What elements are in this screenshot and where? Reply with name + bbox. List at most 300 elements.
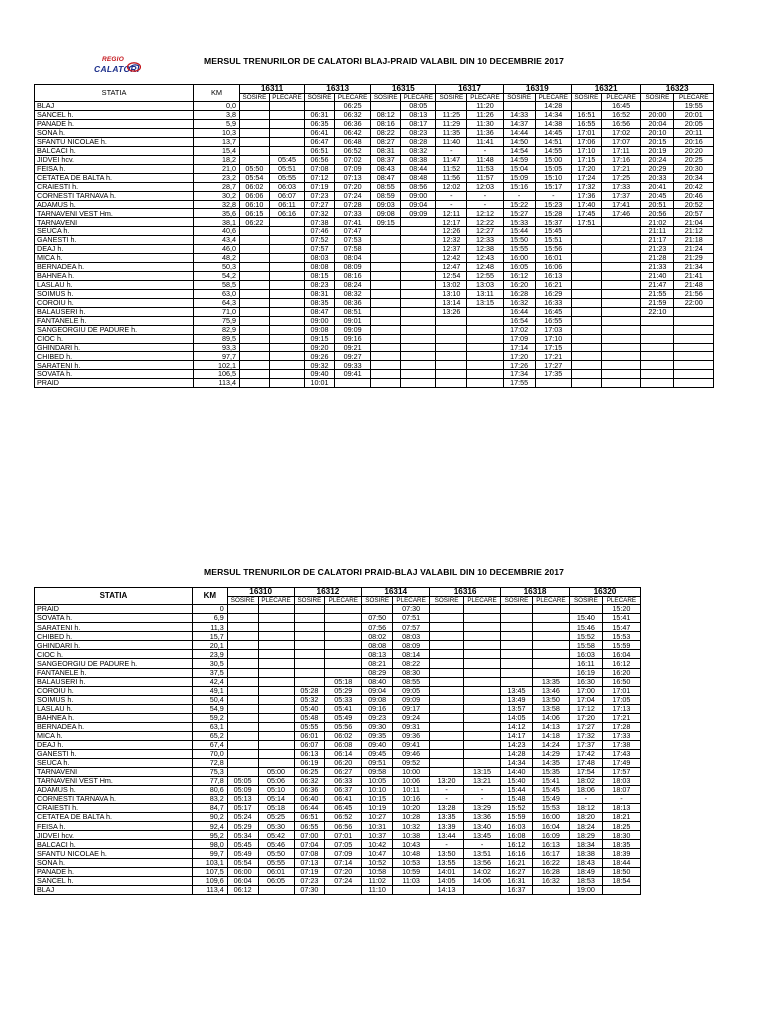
time-cell (601, 272, 641, 281)
time-cell (467, 325, 503, 334)
time-cell: 09:00 (305, 316, 335, 325)
time-cell: 19:00 (569, 885, 602, 894)
time-cell (227, 749, 258, 758)
km-cell: 75,3 (192, 768, 227, 777)
time-cell: 15:37 (535, 218, 571, 227)
km-cell: 97,7 (194, 352, 240, 361)
km-cell: 103,1 (192, 858, 227, 867)
time-cell (227, 632, 258, 641)
time-cell (501, 632, 533, 641)
table-row (35, 831, 641, 840)
time-cell (464, 668, 501, 677)
time-cell: 21:40 (641, 272, 674, 281)
time-cell (269, 236, 304, 245)
time-cell (294, 659, 325, 668)
km-cell: 89,5 (194, 334, 240, 343)
time-cell: 06:48 (334, 137, 370, 146)
time-cell: 07:56 (362, 623, 393, 632)
time-cell: 05:40 (294, 704, 325, 713)
time-cell (325, 614, 362, 623)
train-number-header: 16311 (239, 85, 304, 94)
time-cell: 06:41 (325, 795, 362, 804)
time-cell (258, 695, 294, 704)
time-cell: 16:08 (501, 831, 533, 840)
time-cell (532, 650, 569, 659)
time-cell: 17:02 (601, 129, 641, 138)
time-cell: 06:27 (325, 768, 362, 777)
time-cell: 08:55 (393, 677, 430, 686)
time-cell: 08:09 (393, 641, 430, 650)
time-cell (430, 641, 464, 650)
time-cell: 13:28 (430, 804, 464, 813)
time-cell: 17:04 (569, 695, 602, 704)
time-cell: 14:01 (430, 867, 464, 876)
time-cell (371, 325, 401, 334)
time-cell (371, 289, 401, 298)
time-cell: 07:38 (305, 218, 335, 227)
time-cell: 21:17 (641, 236, 674, 245)
time-cell: 16:37 (501, 885, 533, 894)
time-cell: 07:13 (334, 173, 370, 182)
km-cell: 48,2 (194, 254, 240, 263)
time-cell: 07:04 (294, 840, 325, 849)
time-cell (401, 307, 436, 316)
time-cell (641, 379, 674, 388)
table-row (35, 668, 641, 677)
header-row-trains (35, 85, 714, 94)
time-cell: 13:58 (532, 704, 569, 713)
time-cell (269, 272, 304, 281)
time-cell: 16:06 (535, 263, 571, 272)
station-name: BALCACI h. (35, 840, 193, 849)
time-cell (401, 272, 436, 281)
time-cell: 15:56 (535, 245, 571, 254)
time-cell: 09:41 (334, 370, 370, 379)
time-cell: 07:14 (325, 858, 362, 867)
time-cell (269, 352, 304, 361)
time-cell (601, 307, 641, 316)
time-cell (371, 379, 401, 388)
time-cell (641, 325, 674, 334)
time-cell (641, 343, 674, 352)
time-cell: 18:12 (569, 804, 602, 813)
time-cell: 21:04 (674, 218, 714, 227)
time-cell (601, 218, 641, 227)
time-cell: 20:34 (674, 173, 714, 182)
time-cell: 13:55 (430, 858, 464, 867)
time-cell: 05:00 (258, 768, 294, 777)
time-cell: 08:44 (401, 164, 436, 173)
time-cell (571, 254, 601, 263)
time-cell: 09:04 (401, 200, 436, 209)
time-cell: 06:42 (334, 129, 370, 138)
time-cell (430, 632, 464, 641)
time-cell (436, 370, 467, 379)
km-cell: 10,3 (194, 129, 240, 138)
time-cell (430, 668, 464, 677)
time-cell: 05:55 (269, 173, 304, 182)
time-cell: 14:02 (464, 867, 501, 876)
time-cell: 17:35 (535, 370, 571, 379)
time-cell: 18:30 (602, 831, 640, 840)
time-cell: 06:12 (227, 885, 258, 894)
time-cell (401, 316, 436, 325)
table-row (35, 641, 641, 650)
time-cell: 05:13 (227, 795, 258, 804)
time-cell: 18:13 (602, 804, 640, 813)
time-cell: 17:40 (571, 200, 601, 209)
time-cell: 06:55 (294, 822, 325, 831)
time-cell: 16:12 (602, 659, 640, 668)
time-cell: 05:25 (258, 813, 294, 822)
time-cell (601, 316, 641, 325)
train-number-header: 16321 (571, 85, 640, 94)
time-cell (674, 316, 714, 325)
time-cell (227, 677, 258, 686)
time-cell: 08:13 (401, 111, 436, 120)
time-cell: - (430, 795, 464, 804)
time-cell: 17:32 (571, 182, 601, 191)
time-cell: 15:59 (501, 813, 533, 822)
time-cell: 20:52 (674, 200, 714, 209)
table-row (35, 254, 714, 263)
time-cell: 15:47 (602, 623, 640, 632)
time-cell: 14:13 (430, 885, 464, 894)
time-cell (239, 155, 269, 164)
table-row (35, 137, 714, 146)
time-cell: 13:35 (430, 813, 464, 822)
time-cell (362, 605, 393, 614)
time-cell (436, 325, 467, 334)
time-cell: 08:03 (393, 632, 430, 641)
time-cell: 07:09 (325, 849, 362, 858)
time-cell: 06:11 (269, 200, 304, 209)
time-cell: 06:22 (239, 218, 269, 227)
time-cell: 09:09 (334, 325, 370, 334)
time-cell: 13:45 (464, 831, 501, 840)
time-cell (239, 343, 269, 352)
time-cell: 07:20 (325, 867, 362, 876)
time-cell: 09:00 (401, 191, 436, 200)
time-cell (464, 749, 501, 758)
table-row (35, 316, 714, 325)
time-cell: 07:32 (305, 209, 335, 218)
time-cell: 05:17 (227, 804, 258, 813)
km-cell: 102,1 (194, 361, 240, 370)
time-cell: 17:00 (569, 686, 602, 695)
time-cell (674, 307, 714, 316)
time-cell (601, 343, 641, 352)
time-cell (601, 361, 641, 370)
time-cell: 06:04 (227, 876, 258, 885)
time-cell (269, 379, 304, 388)
time-cell: 14:28 (535, 102, 571, 111)
time-cell: 18:25 (602, 822, 640, 831)
sosire-header: SOSIRE (501, 596, 533, 605)
time-cell: 17:09 (503, 334, 535, 343)
time-cell: 20:45 (641, 191, 674, 200)
time-cell: 06:32 (294, 777, 325, 786)
time-cell: 05:55 (258, 858, 294, 867)
time-cell: 07:05 (325, 840, 362, 849)
time-cell: 15:33 (503, 218, 535, 227)
time-cell (501, 677, 533, 686)
time-cell (467, 343, 503, 352)
time-cell: 09:23 (362, 713, 393, 722)
time-cell (641, 370, 674, 379)
table-row (35, 840, 641, 849)
sosire-header: SOSIRE (227, 596, 258, 605)
station-name: SANCEL h. (35, 111, 194, 120)
time-cell: 05:55 (294, 722, 325, 731)
time-cell: 08:09 (334, 263, 370, 272)
time-cell (325, 641, 362, 650)
time-cell (571, 245, 601, 254)
time-cell: 08:16 (371, 120, 401, 129)
time-cell: 20:04 (641, 120, 674, 129)
time-cell (532, 605, 569, 614)
time-cell: 17:20 (571, 164, 601, 173)
time-cell (571, 236, 601, 245)
train-number-header: 16313 (305, 85, 371, 94)
time-cell (294, 623, 325, 632)
timetable-praid-blaj (34, 587, 641, 895)
table-row (35, 786, 641, 795)
train-number-header: 16312 (294, 588, 362, 597)
time-cell: 07:08 (305, 164, 335, 173)
km-cell: 20,1 (192, 641, 227, 650)
time-cell: 06:02 (325, 731, 362, 740)
time-cell: 20:42 (674, 182, 714, 191)
time-cell: 05:30 (258, 822, 294, 831)
sosire-header: SOSIRE (503, 93, 535, 102)
time-cell: 07:50 (362, 614, 393, 623)
km-cell: 32,8 (194, 200, 240, 209)
time-cell: 09:24 (393, 713, 430, 722)
time-cell: 12:02 (436, 182, 467, 191)
time-cell (430, 659, 464, 668)
sosire-header: SOSIRE (571, 93, 601, 102)
time-cell: 17:21 (602, 713, 640, 722)
time-cell: - (464, 786, 501, 795)
time-cell: 06:20 (325, 758, 362, 767)
time-cell: - (430, 786, 464, 795)
time-cell: 09:16 (362, 704, 393, 713)
time-cell: 13:50 (532, 695, 569, 704)
time-cell: 08:38 (401, 155, 436, 164)
time-cell: 12:17 (436, 218, 467, 227)
station-name: JIDVEI hcv. (35, 155, 194, 164)
time-cell: 08:27 (371, 137, 401, 146)
time-cell: 20:30 (674, 164, 714, 173)
time-cell (571, 370, 601, 379)
time-cell: 07:02 (334, 155, 370, 164)
time-cell: 09:01 (334, 316, 370, 325)
time-cell: 13:44 (430, 831, 464, 840)
sosire-header: SOSIRE (239, 93, 269, 102)
time-cell: 10:37 (362, 831, 393, 840)
time-cell: 06:14 (325, 749, 362, 758)
time-cell: 05:49 (227, 849, 258, 858)
time-cell (371, 361, 401, 370)
time-cell: 17:33 (601, 182, 641, 191)
time-cell (269, 307, 304, 316)
plecare-header: PLECARE (325, 596, 362, 605)
km-cell: 11,3 (192, 623, 227, 632)
km-cell: 28,7 (194, 182, 240, 191)
time-cell (258, 731, 294, 740)
time-cell (430, 740, 464, 749)
station-name: BALCACI h. (35, 146, 194, 155)
time-cell (239, 379, 269, 388)
time-cell: - (467, 191, 503, 200)
table-row (35, 182, 714, 191)
timetable-blaj-praid (34, 84, 714, 388)
time-cell (467, 352, 503, 361)
time-cell (371, 343, 401, 352)
time-cell: 09:40 (305, 370, 335, 379)
time-cell: 08:30 (393, 668, 430, 677)
time-cell: 13:15 (464, 768, 501, 777)
time-cell: 17:05 (602, 695, 640, 704)
time-cell (532, 623, 569, 632)
time-cell: 16:52 (601, 111, 641, 120)
time-cell: 14:34 (501, 758, 533, 767)
time-cell: 14:50 (503, 137, 535, 146)
timetable-praid-blaj-title: MERSUL TRENURILOR DE CALATORI PRAID-BLAJ VALABIL DIN 10 DECEMBRIE 2017 (203, 567, 565, 577)
time-cell: 16:55 (535, 316, 571, 325)
time-cell: 12:37 (436, 245, 467, 254)
time-cell: 16:22 (532, 858, 569, 867)
time-cell: 11:53 (467, 164, 503, 173)
time-cell (430, 768, 464, 777)
time-cell (239, 316, 269, 325)
time-cell: 17:37 (569, 740, 602, 749)
km-cell: 72,8 (192, 758, 227, 767)
km-cell: 92,4 (192, 822, 227, 831)
station-name: CIOC h. (35, 650, 193, 659)
time-cell (269, 325, 304, 334)
time-cell: 10:43 (393, 840, 430, 849)
time-cell: 17:27 (535, 361, 571, 370)
time-cell: 16:27 (501, 867, 533, 876)
time-cell: 08:31 (371, 146, 401, 155)
train-number-header: 16315 (371, 85, 436, 94)
station-name: CIOC h. (35, 334, 194, 343)
time-cell: 09:35 (362, 731, 393, 740)
time-cell: 17:15 (571, 155, 601, 164)
table-row (35, 822, 641, 831)
time-cell: 05:56 (325, 722, 362, 731)
time-cell: 09:17 (393, 704, 430, 713)
table-row (35, 876, 641, 885)
time-cell (571, 343, 601, 352)
time-cell: 21:47 (641, 280, 674, 289)
time-cell: 17:11 (601, 146, 641, 155)
sosire-header: SOSIRE (294, 596, 325, 605)
time-cell (269, 245, 304, 254)
time-cell (371, 316, 401, 325)
station-name: CETATEA DE BALTA h. (35, 813, 193, 822)
time-cell: 17:15 (535, 343, 571, 352)
time-cell (601, 370, 641, 379)
time-cell: 16:28 (503, 289, 535, 298)
table-row (35, 352, 714, 361)
time-cell: 07:33 (334, 209, 370, 218)
time-cell: 08:03 (305, 254, 335, 263)
station-name: GHINDARI h. (35, 343, 194, 352)
time-cell: 05:45 (227, 840, 258, 849)
time-cell: 15:04 (503, 164, 535, 173)
station-name: TARNAVENI VEST Hm. (35, 209, 194, 218)
time-cell: 15:23 (535, 200, 571, 209)
station-name: GANESTI h. (35, 236, 194, 245)
table-row (35, 218, 714, 227)
time-cell: 16:32 (503, 298, 535, 307)
time-cell: 18:39 (602, 849, 640, 858)
time-cell: 05:05 (227, 777, 258, 786)
time-cell: 09:27 (334, 352, 370, 361)
time-cell: 06:06 (239, 191, 269, 200)
time-cell (227, 768, 258, 777)
time-cell: 10:16 (393, 795, 430, 804)
time-cell (501, 668, 533, 677)
time-cell (371, 102, 401, 111)
station-name: COROIU h. (35, 686, 193, 695)
time-cell (258, 704, 294, 713)
time-cell: 16:54 (503, 316, 535, 325)
time-cell: 15:40 (569, 614, 602, 623)
time-cell: 07:28 (334, 200, 370, 209)
sosire-header: SOSIRE (362, 596, 393, 605)
time-cell (325, 885, 362, 894)
station-name: SOVATA h. (35, 614, 193, 623)
time-cell: 06:03 (269, 182, 304, 191)
time-cell: 08:47 (371, 173, 401, 182)
time-cell (401, 236, 436, 245)
km-cell: 50,4 (192, 695, 227, 704)
time-cell: 11:40 (436, 137, 467, 146)
time-cell (641, 361, 674, 370)
time-cell: 11:26 (467, 111, 503, 120)
table-row (35, 623, 641, 632)
time-cell (641, 334, 674, 343)
time-cell: 18:38 (569, 849, 602, 858)
time-cell: 14:24 (532, 740, 569, 749)
time-cell: 05:51 (269, 164, 304, 173)
station-name: MICA h. (35, 254, 194, 263)
time-cell (269, 334, 304, 343)
time-cell (641, 102, 674, 111)
time-cell (674, 379, 714, 388)
time-cell: 08:16 (334, 272, 370, 281)
table-row (35, 298, 714, 307)
time-cell: 19:55 (674, 102, 714, 111)
time-cell: 05:06 (258, 777, 294, 786)
time-cell: - (467, 146, 503, 155)
time-cell: 08:23 (305, 280, 335, 289)
station-name: BLAJ (35, 885, 193, 894)
time-cell: 08:32 (334, 289, 370, 298)
time-cell: 13:50 (430, 849, 464, 858)
time-cell: 17:49 (602, 758, 640, 767)
table-row (35, 129, 714, 138)
time-cell: 16:45 (601, 102, 641, 111)
time-cell (269, 102, 304, 111)
time-cell: 12:22 (467, 218, 503, 227)
table-row (35, 885, 641, 894)
time-cell: 09:08 (371, 209, 401, 218)
